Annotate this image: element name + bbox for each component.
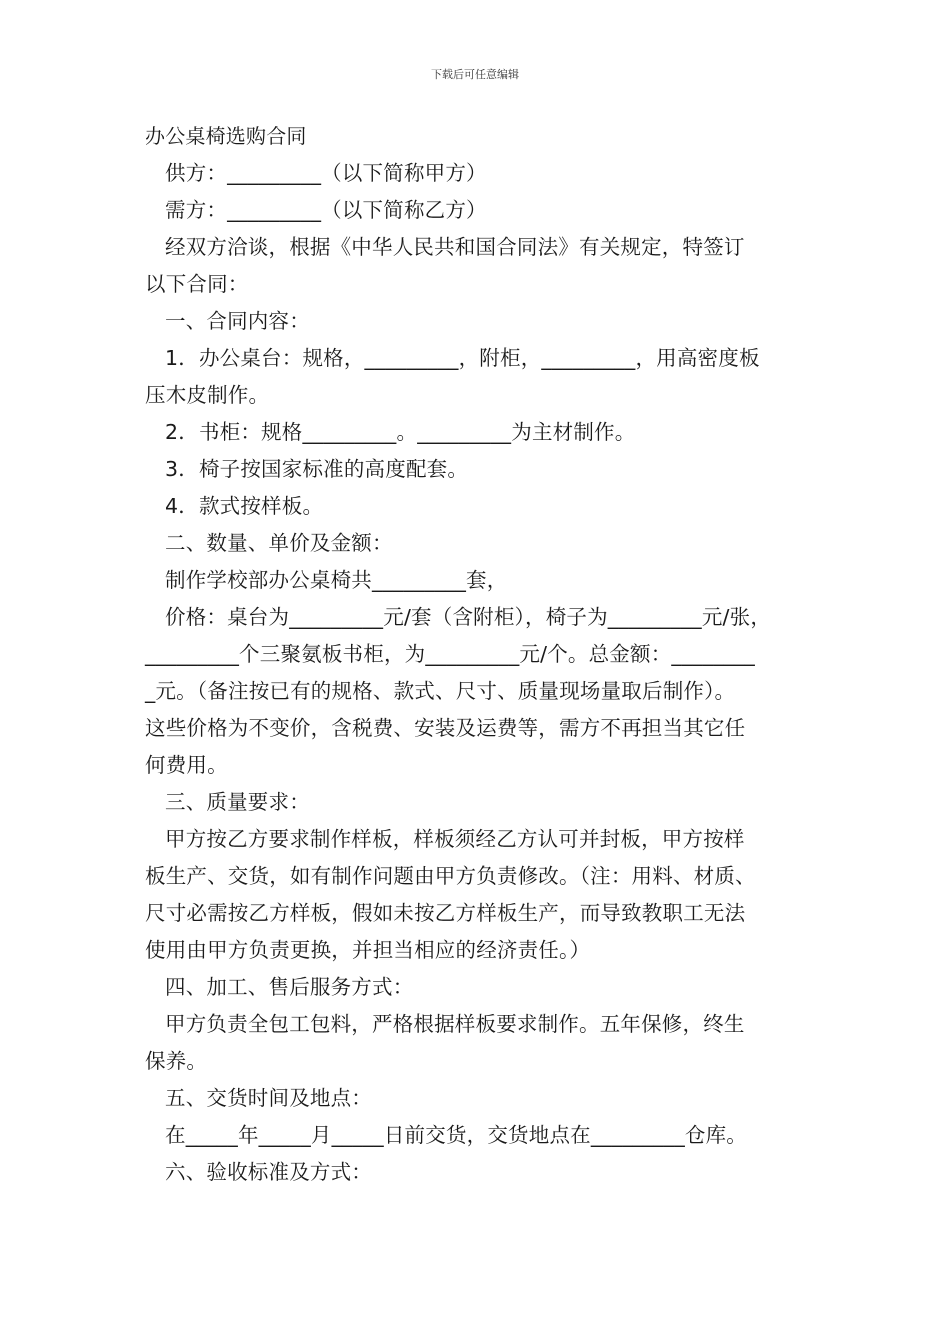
price-line-cont-2: _元。（备注按已有的规格、款式、尺寸、质量现场量取后制作）。 <box>145 679 736 703</box>
quality-line-cont-3: 使用由甲方负责更换，并担当相应的经济责任。） <box>145 938 591 962</box>
contract-body <box>145 118 825 1191</box>
page-header-note: 下载后可任意编辑 <box>431 68 519 81</box>
clause-1-2: 2．书柜：规格_________。_________为主材制作。 <box>165 420 636 444</box>
section-heading-4: 四、加工、售后服务方式： <box>165 975 414 999</box>
price-line: 价格：桌台为_________元/套（含附柜），椅子为_________元/张， <box>165 605 772 629</box>
service-line-cont: 保养。 <box>145 1049 208 1073</box>
clause-1-1-cont: 压木皮制作。 <box>145 383 270 407</box>
preamble-line: 经双方洽谈，根据《中华人民共和国合同法》有关规定，特签订 <box>165 235 745 259</box>
section-heading-5: 五、交货时间及地点： <box>165 1086 372 1110</box>
buyer-line: 需方：_________（以下简称乙方） <box>165 198 487 222</box>
quality-line-cont-2: 尺寸必需按乙方样板，假如未按乙方样板生产，而导致教职工无法 <box>145 901 746 925</box>
price-line-cont-3: 这些价格为不变价，含税费、安装及运费等，需方不再担当其它任 <box>145 716 746 740</box>
price-line-cont-1: _________个三聚氨板书柜，为_________元/个。总金额：________ <box>145 642 756 666</box>
contract-title: 办公桌椅选购合同 <box>145 124 307 148</box>
clause-1-3: 3．椅子按国家标准的高度配套。 <box>165 457 469 481</box>
price-line-cont-4: 何费用。 <box>145 753 228 777</box>
preamble-line-cont: 以下合同： <box>145 272 249 296</box>
service-line: 甲方负责全包工包料，严格根据样板要求制作。五年保修，终生 <box>165 1012 745 1036</box>
quality-line: 甲方按乙方要求制作样板，样板须经乙方认可并封板，甲方按样 <box>165 827 745 851</box>
quality-line-cont-1: 板生产、交货，如有制作问题由甲方负责修改。（注：用料、材质、 <box>145 864 756 888</box>
clause-1-4: 4．款式按样板。 <box>165 494 324 518</box>
section-heading-1: 一、合同内容： <box>165 309 310 333</box>
section-heading-6: 六、验收标准及方式： <box>165 1160 372 1184</box>
supplier-line: 供方：_________（以下简称甲方） <box>165 161 487 185</box>
clause-1-1: 1．办公桌台：规格，_________，附柜，_________，用高密度板 <box>165 346 760 370</box>
delivery-line: 在_____年_____月_____日前交货，交货地点在_________仓库。 <box>165 1123 747 1147</box>
quantity-line: 制作学校部办公桌椅共_________套， <box>165 568 508 592</box>
section-heading-2: 二、数量、单价及金额： <box>165 531 393 555</box>
section-heading-3: 三、质量要求： <box>165 790 310 814</box>
